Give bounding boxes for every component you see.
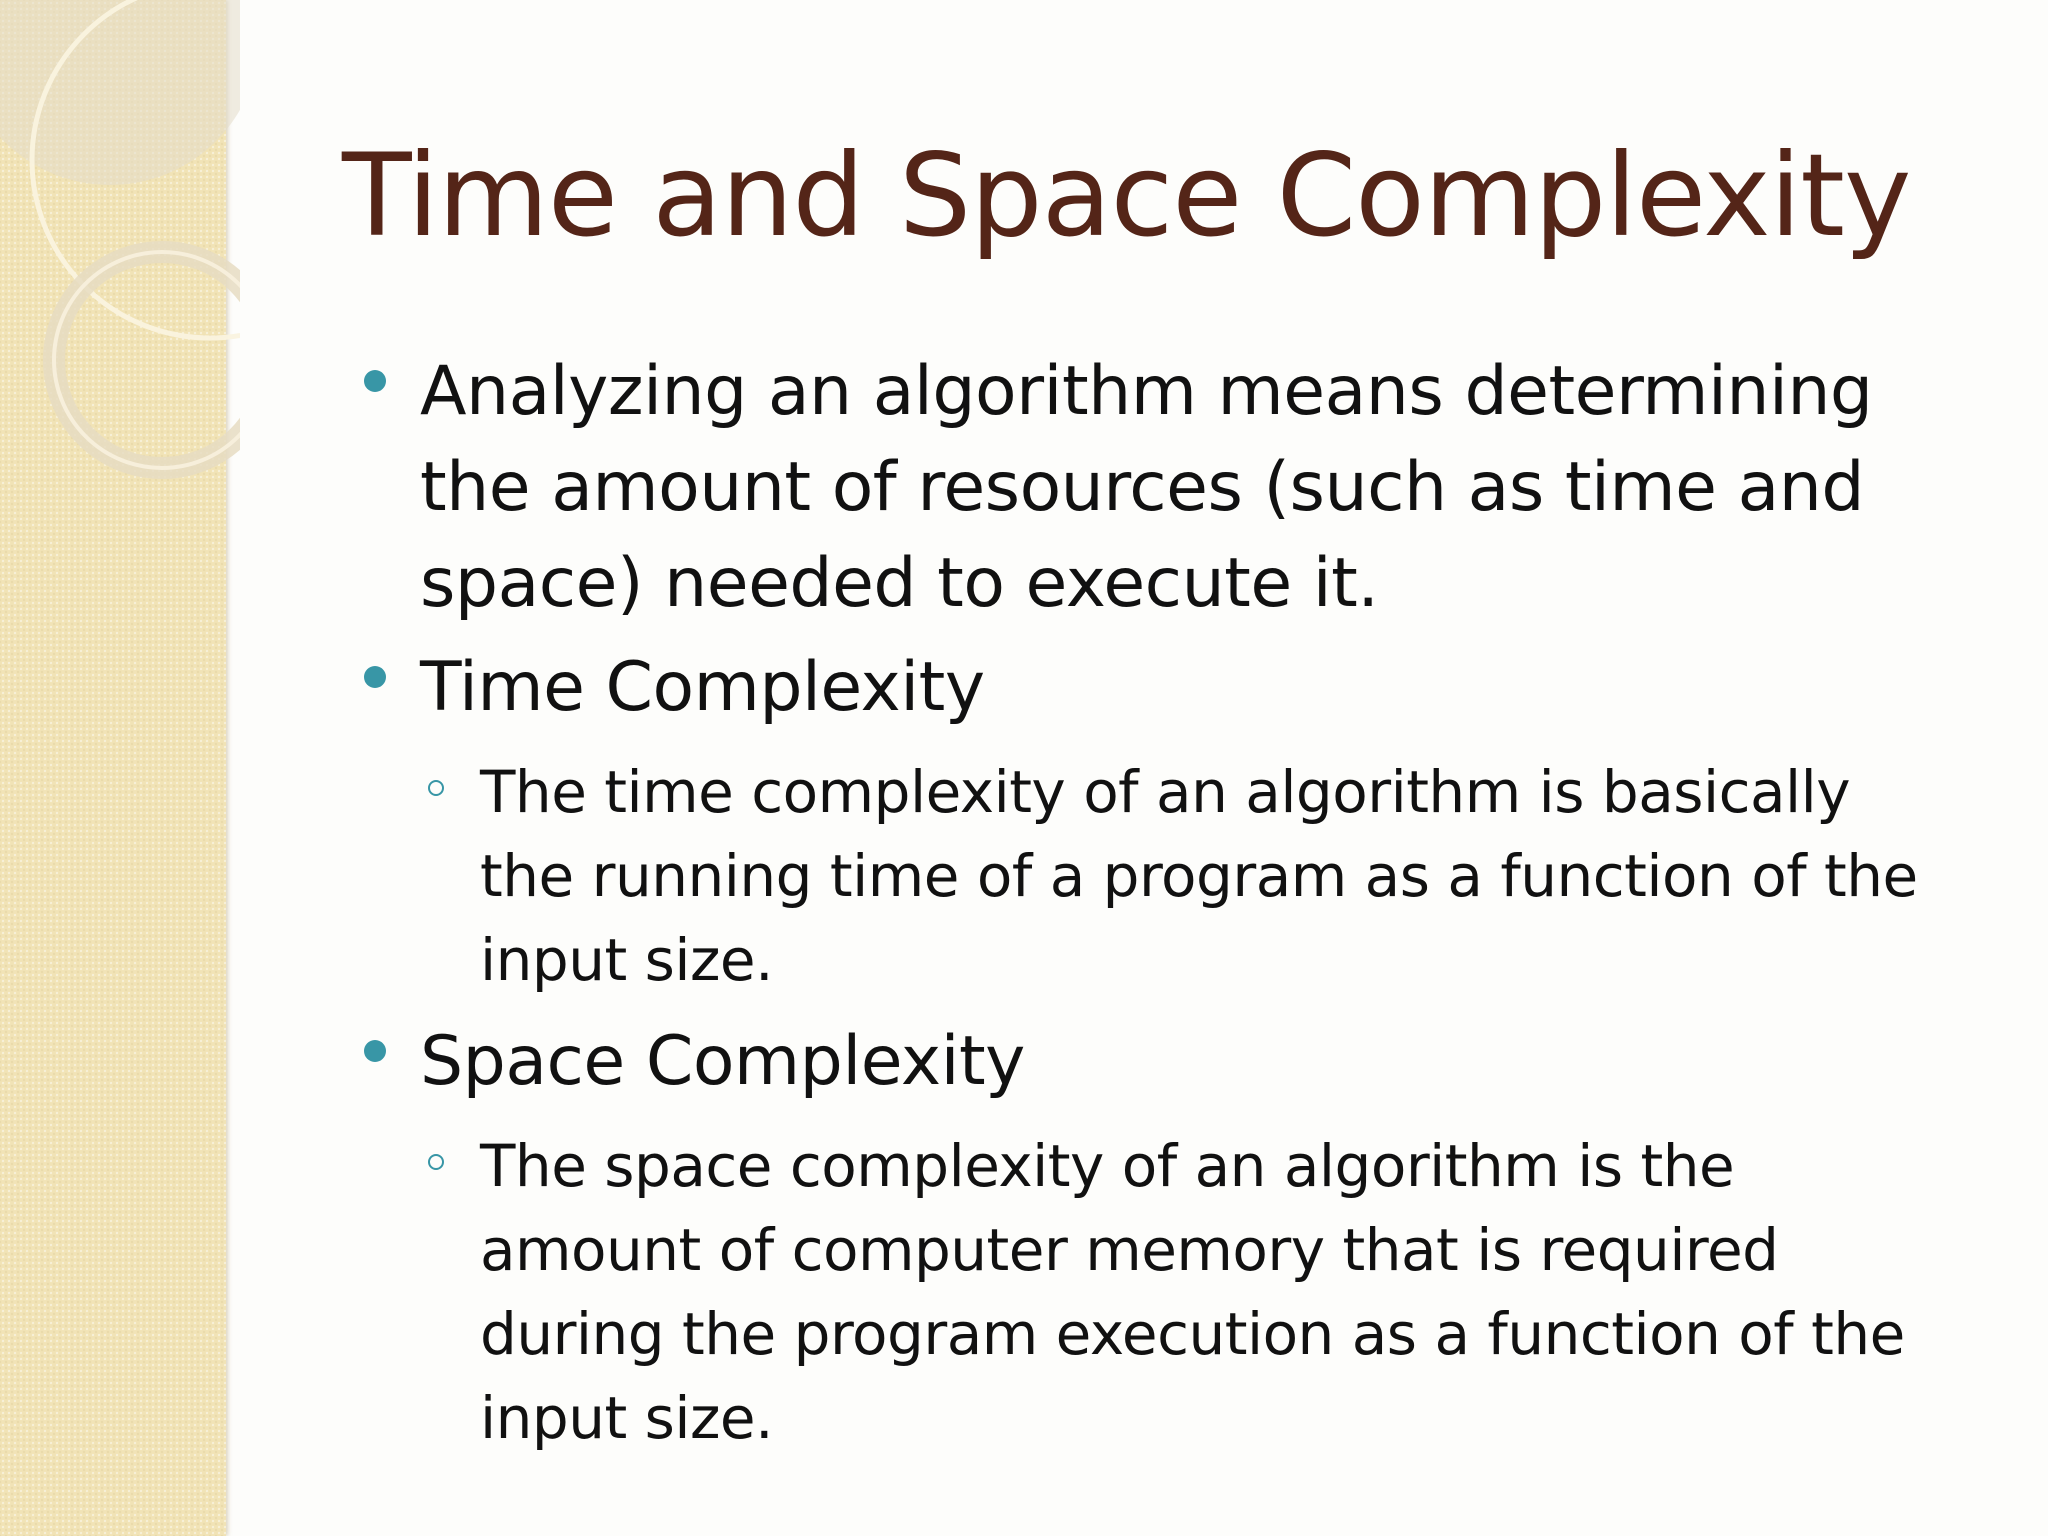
bullet-item xyxy=(360,640,1960,736)
filled-circle-bullet-icon xyxy=(364,666,386,688)
bullet-item xyxy=(360,344,1960,632)
decorative-rings xyxy=(0,0,240,520)
sub-bullet-text: The space complexity of an algorithm is the amount of computer memory that is required during the program execution as a function of the input size. xyxy=(480,1132,1905,1452)
bullet-text: Analyzing an algorithm means determining the amount of resources (such as time and space) needed to execute it. xyxy=(420,352,1873,623)
slide-content xyxy=(360,344,1960,1460)
hollow-circle-bullet-icon xyxy=(428,1154,444,1170)
filled-circle-bullet-icon xyxy=(364,1040,386,1062)
bullet-text: Time Complexity xyxy=(420,648,985,727)
bullet-text: Space Complexity xyxy=(420,1022,1025,1101)
sub-bullet-text: The time complexity of an algorithm is basically the running time of a program as a function of the input size. xyxy=(480,758,1918,994)
sub-bullet-item xyxy=(360,750,1960,1002)
hollow-circle-bullet-icon xyxy=(428,780,444,796)
slide-title: Time and Space Complexity xyxy=(342,129,1911,262)
sub-bullet-item xyxy=(360,1124,1960,1460)
bullet-item xyxy=(360,1014,1960,1110)
filled-circle-bullet-icon xyxy=(364,370,386,392)
